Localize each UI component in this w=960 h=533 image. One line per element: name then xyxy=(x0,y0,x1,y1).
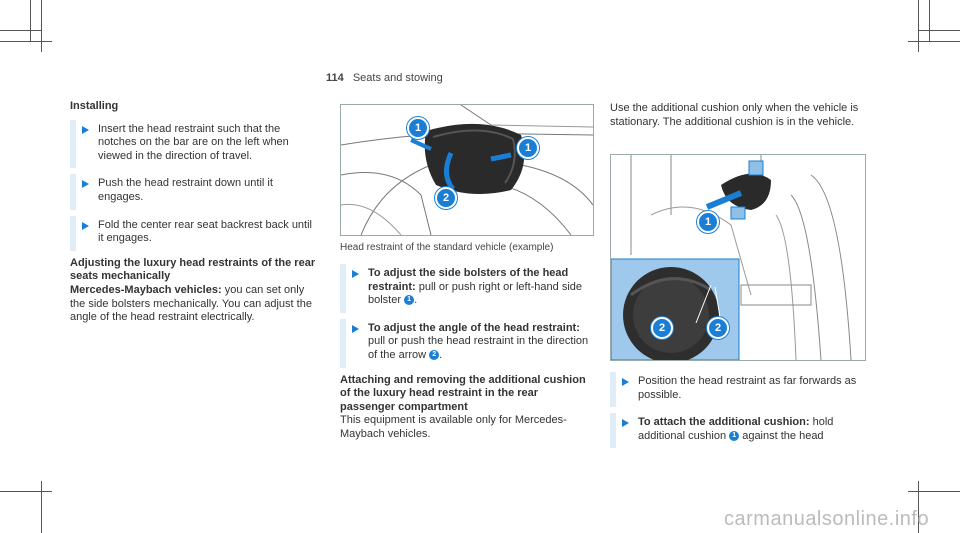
step-item xyxy=(70,174,320,209)
step-label: To attach the additional cushion: xyxy=(638,416,810,429)
figure-caption: Head restraint of the standard vehicle (example) xyxy=(340,242,554,253)
step-item: To adjust the side bolsters of the head restraint: pull or push right or left-hand side bolster 1 . xyxy=(340,264,592,313)
step-item xyxy=(70,216,320,251)
figure-marker-2: 2 xyxy=(651,317,673,339)
maybach-text: you can set only the side bolsters mechanically. You can adjust the angle of the head restraint electrically. xyxy=(70,283,312,324)
figure-marker-2: 2 xyxy=(435,187,457,209)
step-arrow-icon xyxy=(622,419,629,427)
crop-mark xyxy=(918,30,960,31)
maybach-label: Mercedes-Maybach vehicles: xyxy=(70,283,222,296)
crop-mark xyxy=(41,0,42,52)
installing-heading: Installing xyxy=(70,100,119,112)
step-arrow-icon xyxy=(82,126,89,134)
figure-marker-1: 1 xyxy=(407,117,429,139)
callout-number-1: 1 xyxy=(404,295,414,305)
figure-marker-1: 1 xyxy=(697,211,719,233)
step-text: hold additional cushion xyxy=(638,416,834,442)
crop-mark xyxy=(908,491,960,492)
attach-paragraph: This equipment is available only for Mercedes-Maybach vehicles. xyxy=(340,414,567,440)
crop-mark xyxy=(30,0,31,42)
callout-number-2: 2 xyxy=(429,350,439,360)
step-text: Position the head restraint as far forwards as possible. xyxy=(638,375,857,401)
column-right-intro xyxy=(610,102,866,135)
step-text-tail: against the head xyxy=(742,429,824,442)
crop-mark xyxy=(0,41,52,42)
step-item: To adjust the angle of the head restraint: pull or push the head restraint in the direction of the arrow 2 . xyxy=(340,319,592,368)
step-text: Push the head restraint down until it engages. xyxy=(98,177,273,203)
step-text: Fold the center rear seat backrest back until it engages. xyxy=(98,218,312,245)
step-item xyxy=(610,372,866,407)
adjusting-heading: Adjusting the luxury head restraints of the rear seats mechanically xyxy=(70,256,316,283)
step-arrow-icon xyxy=(82,222,89,230)
page-header xyxy=(326,72,443,84)
step-arrow-icon xyxy=(352,325,359,333)
crop-mark xyxy=(0,30,42,31)
step-item xyxy=(70,120,320,169)
crop-mark xyxy=(929,0,930,42)
maybach-paragraph xyxy=(70,284,320,325)
intro-paragraph: Use the additional cushion only when the vehicle is stationary. The additional cushion is in the vehicle. xyxy=(610,102,859,128)
column-right-steps xyxy=(610,372,866,454)
figure-marker-2: 2 xyxy=(707,317,729,339)
step-label: To adjust the side bolsters of the head restraint: xyxy=(368,267,569,293)
column-middle xyxy=(340,264,592,448)
figure-marker-1: 1 xyxy=(517,137,539,159)
step-arrow-icon xyxy=(82,180,89,188)
step-text: pull or push the head restraint in the direction of the arrow xyxy=(368,335,589,361)
crop-mark xyxy=(908,41,960,42)
page-number: 114 xyxy=(326,72,344,84)
head-restraint-illustration xyxy=(341,105,593,235)
maybach-cushion-figure xyxy=(610,154,866,361)
standard-head-restraint-figure xyxy=(340,104,594,236)
cushion-illustration xyxy=(611,155,865,360)
step-text: pull or push right or left-hand side bolster xyxy=(368,280,583,307)
callout-number-1: 1 xyxy=(729,431,739,441)
step-text: Insert the head restraint such that the notches on the bar are on the left when viewed in the direction of travel. xyxy=(98,122,289,162)
crop-mark xyxy=(0,491,52,492)
step-item xyxy=(610,413,866,448)
step-label: To adjust the angle of the head restraint: xyxy=(368,321,580,334)
crop-mark xyxy=(41,481,42,533)
watermark: carmanualsonline.info xyxy=(724,508,930,530)
step-arrow-icon xyxy=(352,270,359,278)
column-left xyxy=(70,100,320,331)
step-arrow-icon xyxy=(622,378,629,386)
crop-mark xyxy=(918,0,919,52)
section-title: Seats and stowing xyxy=(352,72,443,84)
attach-heading: Attaching and removing the additional cushion of the luxury head restraint in the rear passenger compartment xyxy=(340,373,586,413)
